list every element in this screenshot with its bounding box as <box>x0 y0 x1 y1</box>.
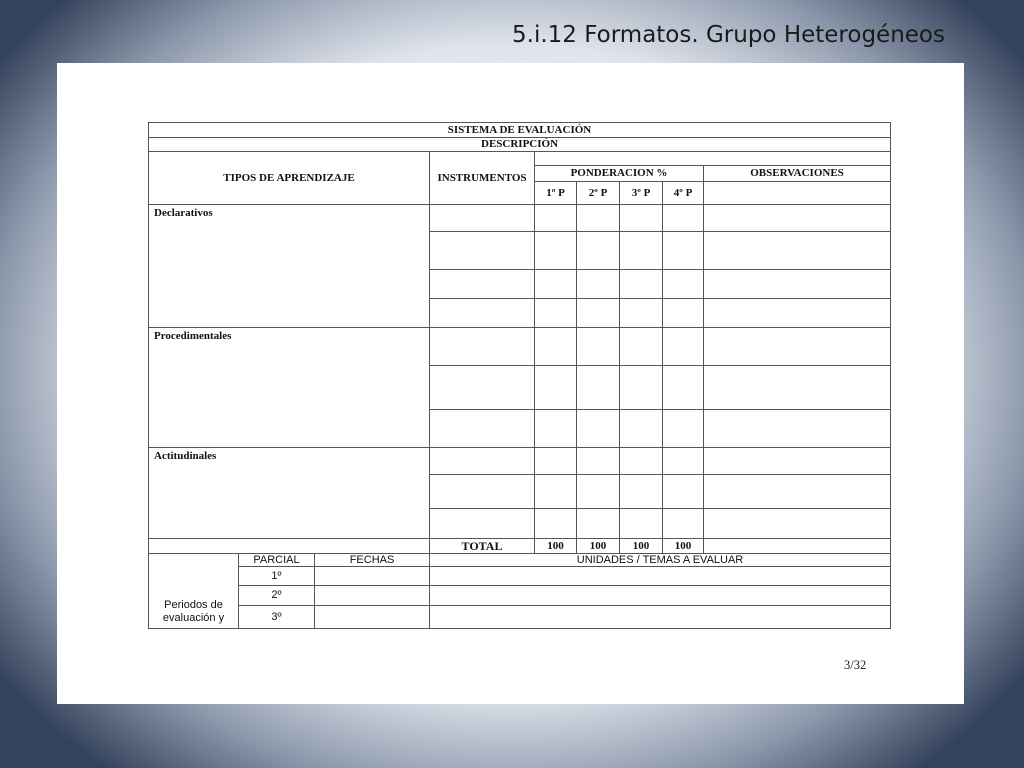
table-cell <box>577 448 620 475</box>
periodos-label-line-1: Periodos de <box>164 598 223 611</box>
table-cell <box>704 205 891 232</box>
parcial-2: 2º <box>239 586 315 606</box>
table-cell <box>577 509 620 539</box>
table-cell <box>620 205 663 232</box>
table-cell <box>430 410 535 448</box>
table-cell <box>663 475 704 509</box>
table-cell <box>535 205 577 232</box>
table-cell <box>430 475 535 509</box>
evaluation-table <box>148 122 891 629</box>
table-cell <box>620 299 663 328</box>
table-cell <box>430 448 535 475</box>
table-cell <box>430 509 535 539</box>
table-cell <box>704 232 891 270</box>
table-cell <box>663 448 704 475</box>
page-number: 3/32 <box>844 658 867 672</box>
table-cell <box>430 270 535 299</box>
fechas-cell <box>315 567 430 586</box>
table-cell <box>535 475 577 509</box>
table-cell <box>663 410 704 448</box>
category-declarativos: Declarativos <box>149 205 430 328</box>
table-cell <box>663 509 704 539</box>
table-cell <box>704 448 891 475</box>
header-period-1: 1º P <box>535 182 577 205</box>
header-unidades: UNIDADES / TEMAS A EVALUAR <box>430 554 891 567</box>
category-actitudinales: Actitudinales <box>149 448 430 539</box>
periodos-header-row <box>149 554 891 567</box>
table-cell <box>577 328 620 366</box>
table-cell <box>430 366 535 410</box>
table-cell <box>430 205 535 232</box>
parcial-1: 1º <box>239 567 315 586</box>
table-cell <box>620 475 663 509</box>
table-cell <box>663 366 704 410</box>
observaciones-header-blank <box>704 182 891 205</box>
total-observaciones-blank <box>704 539 891 554</box>
table-subtitle: DESCRIPCIÓN <box>149 138 891 152</box>
header-period-3: 3º P <box>620 182 663 205</box>
table-cell <box>663 232 704 270</box>
table-cell <box>577 366 620 410</box>
table-cell <box>620 270 663 299</box>
total-row <box>149 539 891 554</box>
header-parcial: PARCIAL <box>239 554 315 567</box>
header-observaciones: OBSERVACIONES <box>704 166 891 182</box>
table-cell <box>620 509 663 539</box>
header-ponderacion: PONDERACION % <box>535 166 704 182</box>
table-row <box>149 586 891 606</box>
periodos-label <box>149 554 239 629</box>
header-tipos-aprendizaje: TIPOS DE APRENDIZAJE <box>149 152 430 205</box>
total-value-3: 100 <box>620 539 663 554</box>
table-cell <box>577 475 620 509</box>
header-period-4: 4º P <box>663 182 704 205</box>
table-cell <box>663 299 704 328</box>
table-cell <box>430 299 535 328</box>
total-label: TOTAL <box>430 539 535 554</box>
table-cell <box>535 366 577 410</box>
table-cell <box>430 232 535 270</box>
table-row <box>149 567 891 586</box>
fechas-cell <box>315 586 430 606</box>
total-value-1: 100 <box>535 539 577 554</box>
table-cell <box>535 448 577 475</box>
category-procedimentales: Procedimentales <box>149 328 430 448</box>
table-row <box>149 606 891 629</box>
table-cell <box>430 328 535 366</box>
header-period-2: 2º P <box>577 182 620 205</box>
periodos-label-line-2: evaluación y <box>162 612 225 625</box>
table-cell <box>663 270 704 299</box>
table-cell <box>535 270 577 299</box>
table-cell <box>535 299 577 328</box>
table-cell <box>620 448 663 475</box>
table-cell <box>704 299 891 328</box>
table-cell <box>704 328 891 366</box>
table-cell <box>704 270 891 299</box>
table-cell <box>620 366 663 410</box>
unidades-cell <box>430 567 891 586</box>
table-cell <box>704 366 891 410</box>
header-instrumentos: INSTRUMENTOS <box>430 152 535 205</box>
table-cell <box>535 410 577 448</box>
table-cell <box>663 328 704 366</box>
table-cell <box>620 232 663 270</box>
table-cell <box>577 205 620 232</box>
document-page <box>57 63 964 704</box>
table-cell <box>620 328 663 366</box>
table-cell <box>577 410 620 448</box>
table-cell <box>704 410 891 448</box>
table-row <box>149 448 891 475</box>
table-row <box>149 328 891 366</box>
parcial-3: 3º <box>239 606 315 629</box>
table-cell <box>577 270 620 299</box>
table-cell <box>577 232 620 270</box>
table-cell <box>663 205 704 232</box>
slide-title: 5.i.12 Formatos. Grupo Heterogéneos <box>512 22 945 48</box>
total-row-blank <box>149 539 430 554</box>
table-cell <box>577 299 620 328</box>
total-value-2: 100 <box>577 539 620 554</box>
table-cell <box>535 509 577 539</box>
table-cell <box>535 328 577 366</box>
table-cell <box>704 509 891 539</box>
unidades-cell <box>430 586 891 606</box>
table-cell <box>620 410 663 448</box>
table-cell <box>535 232 577 270</box>
total-value-4: 100 <box>663 539 704 554</box>
header-fechas: FECHAS <box>315 554 430 567</box>
unidades-cell <box>430 606 891 629</box>
table-row <box>149 205 891 232</box>
table-cell <box>704 475 891 509</box>
table-title: SISTEMA DE EVALUACIÓN <box>149 123 891 138</box>
fechas-cell <box>315 606 430 629</box>
header-blank-cell <box>535 152 891 166</box>
